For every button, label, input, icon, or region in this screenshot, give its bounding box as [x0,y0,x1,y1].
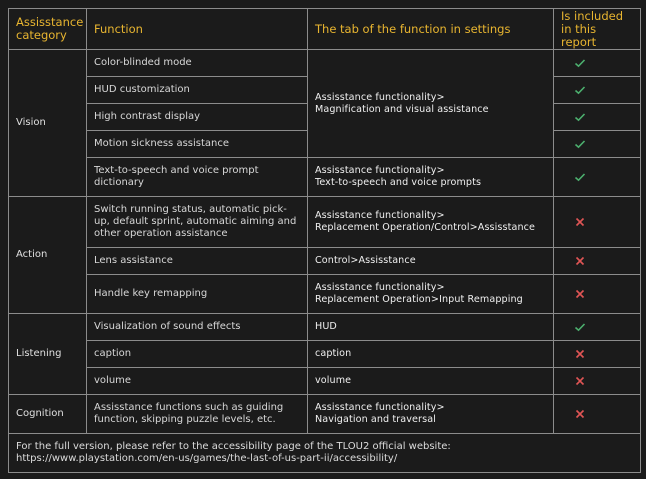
function-cell: Color-blinded mode [87,50,308,77]
included-cell [554,50,641,77]
tab-line: Assisstance functionality> [315,402,445,413]
table-row [9,314,641,341]
tab-cell [308,395,554,434]
category-vision: Vision [9,50,87,197]
header-included: Is included in this report [554,9,641,50]
check-icon [574,111,586,123]
included-cell [554,131,641,158]
function-cell: Motion sickness assistance [87,131,308,158]
function-cell: caption [87,341,308,368]
footer-note [9,434,641,473]
cross-icon [574,375,586,387]
cross-icon [574,216,586,228]
accessibility-table [8,8,641,473]
tab-line: Assisstance functionality> [315,282,445,293]
function-cell: HUD customization [87,77,308,104]
included-cell [554,314,641,341]
tab-cell [308,275,554,314]
function-cell: Handle key remapping [87,275,308,314]
tab-cell [308,50,554,158]
included-cell [554,341,641,368]
cross-icon [574,255,586,267]
tab-line: Magnification and visual assistance [315,103,489,115]
included-cell [554,77,641,104]
check-icon [574,171,586,183]
included-cell [554,158,641,197]
check-icon [574,138,586,150]
included-cell [554,395,641,434]
header-category: Assisstance category [9,9,87,50]
tab-line: Navigation and traversal [315,414,436,425]
included-cell [554,368,641,395]
tab-line: Assisstance functionality> [315,91,445,103]
category-listening: Listening [9,314,87,395]
footer-text: For the full version, please refer to the accessibility page of the TLOU2 official website: [16,441,451,452]
table-row [9,275,641,314]
table-row [9,341,641,368]
tab-cell: volume [308,368,554,395]
tab-cell [308,158,554,197]
header-tab: The tab of the function in settings [308,9,554,50]
function-cell: High contrast display [87,104,308,131]
tab-line: Assisstance functionality> [315,165,445,176]
included-cell [554,197,641,248]
table-row [9,197,641,248]
table-row [9,368,641,395]
function-cell: Switch running status, automatic pick-up, default sprint, automatic aiming and other operation assistance [87,197,308,248]
function-cell: Lens assistance [87,248,308,275]
header-function: Function [87,9,308,50]
check-icon [574,57,586,69]
table-row [9,158,641,197]
tab-line: Replacement Operation>Input Remapping [315,294,523,305]
tab-line: Assisstance functionality> [315,210,445,221]
tab-cell: Control>Assisstance [308,248,554,275]
header-row [9,9,641,50]
tab-cell [308,197,554,248]
footer-url: https://www.playstation.com/en-us/games/the-last-of-us-part-ii/accessibility/ [16,453,398,464]
footer-row [9,434,641,473]
included-cell [554,104,641,131]
function-cell: Text-to-speech and voice prompt dictionary [87,158,308,197]
check-icon [574,84,586,96]
function-cell: volume [87,368,308,395]
tab-line: Text-to-speech and voice prompts [315,177,482,188]
tab-cell: HUD [308,314,554,341]
category-action: Action [9,197,87,314]
included-cell [554,275,641,314]
function-cell: Visualization of sound effects [87,314,308,341]
tab-cell: caption [308,341,554,368]
function-cell: Assisstance functions such as guiding function, skipping puzzle levels, etc. [87,395,308,434]
included-cell [554,248,641,275]
tab-line: Replacement Operation/Control>Assisstance [315,222,536,233]
table-row [9,248,641,275]
table-row [9,395,641,434]
check-icon [574,321,586,333]
cross-icon [574,408,586,420]
cross-icon [574,288,586,300]
table-row [9,50,641,77]
cross-icon [574,348,586,360]
category-cognition: Cognition [9,395,87,434]
